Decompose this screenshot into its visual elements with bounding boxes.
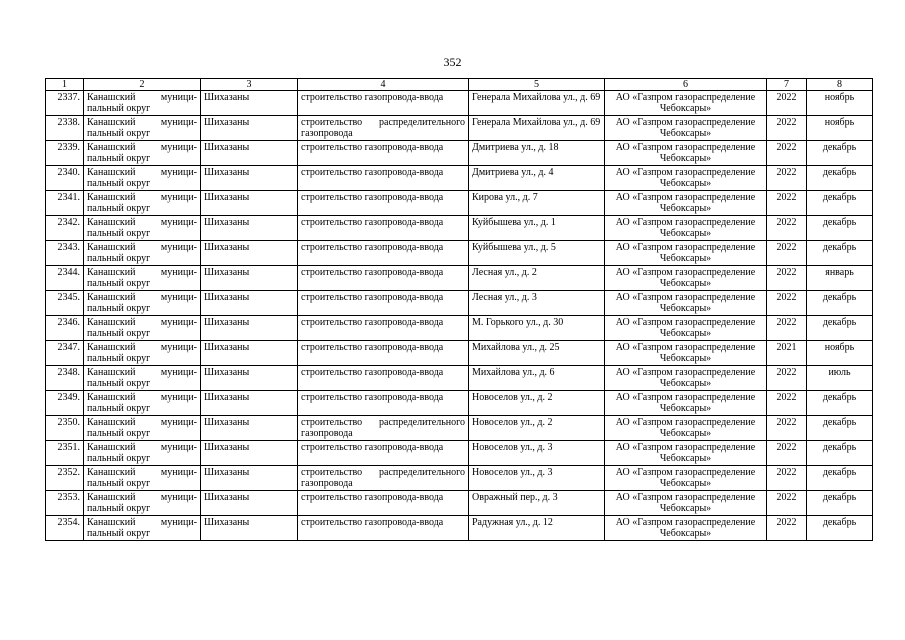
organization-cell: АО «Газпром газораспределение Чебоксары» — [605, 516, 767, 541]
district-cell: Канашский муници-пальный округ — [84, 366, 201, 391]
year-cell: 2022 — [767, 116, 807, 141]
address-cell: Михайлова ул., д. 6 — [469, 366, 605, 391]
year-cell: 2022 — [767, 516, 807, 541]
organization-cell: АО «Газпром газораспределение Чебоксары» — [605, 341, 767, 366]
settlement-cell: Шихазаны — [201, 341, 298, 366]
district-cell: Канашский муници-пальный округ — [84, 316, 201, 341]
table-row — [46, 366, 873, 391]
table-row — [46, 91, 873, 116]
row-number-cell: 2337. — [46, 91, 84, 116]
settlement-cell: Шихазаны — [201, 91, 298, 116]
settlement-cell: Шихазаны — [201, 166, 298, 191]
address-cell: Дмитриева ул., д. 18 — [469, 141, 605, 166]
settlement-cell: Шихазаны — [201, 416, 298, 441]
district-cell: Канашский муници-пальный округ — [84, 166, 201, 191]
work-type-cell: строительство газопровода-ввода — [298, 366, 469, 391]
row-number-cell: 2344. — [46, 266, 84, 291]
row-number-cell: 2354. — [46, 516, 84, 541]
address-cell: Новоселов ул., д. 2 — [469, 416, 605, 441]
table-row — [46, 316, 873, 341]
year-cell: 2022 — [767, 291, 807, 316]
address-cell: Куйбышева ул., д. 5 — [469, 241, 605, 266]
column-numbers-row — [46, 79, 873, 91]
organization-cell: АО «Газпром газораспределение Чебоксары» — [605, 241, 767, 266]
settlement-cell: Шихазаны — [201, 441, 298, 466]
district-cell: Канашский муници-пальный округ — [84, 216, 201, 241]
table-row — [46, 191, 873, 216]
month-cell: декабрь — [807, 166, 873, 191]
work-type-cell: строительство газопровода-ввода — [298, 391, 469, 416]
table-row — [46, 141, 873, 166]
organization-cell: АО «Газпром газораспределение Чебоксары» — [605, 416, 767, 441]
column-header: 5 — [469, 79, 605, 91]
table-row — [46, 266, 873, 291]
district-cell: Канашский муници-пальный округ — [84, 191, 201, 216]
row-number-cell: 2346. — [46, 316, 84, 341]
organization-cell: АО «Газпром газораспределение Чебоксары» — [605, 466, 767, 491]
table-row — [46, 441, 873, 466]
organization-cell: АО «Газпром газораспределение Чебоксары» — [605, 91, 767, 116]
district-cell: Канашский муници-пальный округ — [84, 391, 201, 416]
year-cell: 2022 — [767, 191, 807, 216]
month-cell: декабрь — [807, 441, 873, 466]
month-cell: ноябрь — [807, 341, 873, 366]
work-type-cell: строительство распределительного газопровода — [298, 416, 469, 441]
work-type-cell: строительство газопровода-ввода — [298, 516, 469, 541]
work-type-cell: строительство газопровода-ввода — [298, 491, 469, 516]
month-cell: декабрь — [807, 191, 873, 216]
work-type-cell: строительство газопровода-ввода — [298, 141, 469, 166]
month-cell: декабрь — [807, 416, 873, 441]
year-cell: 2022 — [767, 91, 807, 116]
column-header: 2 — [84, 79, 201, 91]
settlement-cell: Шихазаны — [201, 191, 298, 216]
column-header: 8 — [807, 79, 873, 91]
organization-cell: АО «Газпром газораспределение Чебоксары» — [605, 191, 767, 216]
month-cell: декабрь — [807, 216, 873, 241]
address-cell: Новоселов ул., д. 3 — [469, 466, 605, 491]
work-type-cell: строительство газопровода-ввода — [298, 91, 469, 116]
row-number-cell: 2350. — [46, 416, 84, 441]
column-header: 3 — [201, 79, 298, 91]
address-cell: М. Горького ул., д. 30 — [469, 316, 605, 341]
settlement-cell: Шихазаны — [201, 516, 298, 541]
work-type-cell: строительство распределительного газопровода — [298, 116, 469, 141]
month-cell: ноябрь — [807, 91, 873, 116]
district-cell: Канашский муници-пальный округ — [84, 491, 201, 516]
table-body — [46, 91, 873, 541]
gas-pipeline-table — [45, 78, 873, 541]
settlement-cell: Шихазаны — [201, 366, 298, 391]
row-number-cell: 2339. — [46, 141, 84, 166]
organization-cell: АО «Газпром газораспределение Чебоксары» — [605, 216, 767, 241]
work-type-cell: строительство газопровода-ввода — [298, 241, 469, 266]
district-cell: Канашский муници-пальный округ — [84, 116, 201, 141]
year-cell: 2022 — [767, 491, 807, 516]
organization-cell: АО «Газпром газораспределение Чебоксары» — [605, 441, 767, 466]
settlement-cell: Шихазаны — [201, 391, 298, 416]
table-row — [46, 241, 873, 266]
year-cell: 2022 — [767, 216, 807, 241]
settlement-cell: Шихазаны — [201, 116, 298, 141]
table-row — [46, 516, 873, 541]
year-cell: 2022 — [767, 416, 807, 441]
row-number-cell: 2352. — [46, 466, 84, 491]
district-cell: Канашский муници-пальный округ — [84, 91, 201, 116]
settlement-cell: Шихазаны — [201, 216, 298, 241]
table-row — [46, 416, 873, 441]
district-cell: Канашский муници-пальный округ — [84, 416, 201, 441]
year-cell: 2022 — [767, 391, 807, 416]
district-cell: Канашский муници-пальный округ — [84, 516, 201, 541]
year-cell: 2022 — [767, 316, 807, 341]
year-cell: 2022 — [767, 441, 807, 466]
district-cell: Канашский муници-пальный округ — [84, 341, 201, 366]
address-cell: Михайлова ул., д. 25 — [469, 341, 605, 366]
district-cell: Канашский муници-пальный округ — [84, 466, 201, 491]
settlement-cell: Шихазаны — [201, 141, 298, 166]
organization-cell: АО «Газпром газораспределение Чебоксары» — [605, 266, 767, 291]
table-row — [46, 491, 873, 516]
month-cell: декабрь — [807, 291, 873, 316]
month-cell: декабрь — [807, 491, 873, 516]
month-cell: декабрь — [807, 141, 873, 166]
table-row — [46, 291, 873, 316]
district-cell: Канашский муници-пальный округ — [84, 291, 201, 316]
year-cell: 2022 — [767, 166, 807, 191]
row-number-cell: 2342. — [46, 216, 84, 241]
column-header: 7 — [767, 79, 807, 91]
address-cell: Куйбышева ул., д. 1 — [469, 216, 605, 241]
settlement-cell: Шихазаны — [201, 241, 298, 266]
settlement-cell: Шихазаны — [201, 266, 298, 291]
address-cell: Лесная ул., д. 2 — [469, 266, 605, 291]
row-number-cell: 2348. — [46, 366, 84, 391]
table-row — [46, 466, 873, 491]
settlement-cell: Шихазаны — [201, 466, 298, 491]
work-type-cell: строительство газопровода-ввода — [298, 216, 469, 241]
row-number-cell: 2353. — [46, 491, 84, 516]
row-number-cell: 2349. — [46, 391, 84, 416]
year-cell: 2022 — [767, 141, 807, 166]
work-type-cell: строительство газопровода-ввода — [298, 266, 469, 291]
month-cell: июль — [807, 366, 873, 391]
work-type-cell: строительство распределительного газопровода — [298, 466, 469, 491]
month-cell: декабрь — [807, 316, 873, 341]
organization-cell: АО «Газпром газораспределение Чебоксары» — [605, 166, 767, 191]
page-number: 352 — [443, 55, 462, 69]
row-number-cell: 2347. — [46, 341, 84, 366]
column-header: 6 — [605, 79, 767, 91]
row-number-cell: 2341. — [46, 191, 84, 216]
column-header: 4 — [298, 79, 469, 91]
organization-cell: АО «Газпром газораспределение Чебоксары» — [605, 316, 767, 341]
month-cell: декабрь — [807, 466, 873, 491]
organization-cell: АО «Газпром газораспределение Чебоксары» — [605, 141, 767, 166]
address-cell: Новоселов ул., д. 3 — [469, 441, 605, 466]
district-cell: Канашский муници-пальный округ — [84, 141, 201, 166]
row-number-cell: 2351. — [46, 441, 84, 466]
work-type-cell: строительство газопровода-ввода — [298, 441, 469, 466]
year-cell: 2022 — [767, 241, 807, 266]
row-number-cell: 2343. — [46, 241, 84, 266]
month-cell: декабрь — [807, 241, 873, 266]
table-row — [46, 166, 873, 191]
settlement-cell: Шихазаны — [201, 491, 298, 516]
address-cell: Генерала Михайлова ул., д. 69 — [469, 116, 605, 141]
organization-cell: АО «Газпром газораспределение Чебоксары» — [605, 116, 767, 141]
address-cell: Кирова ул., д. 7 — [469, 191, 605, 216]
table-row — [46, 391, 873, 416]
address-cell: Новоселов ул., д. 2 — [469, 391, 605, 416]
month-cell: декабрь — [807, 516, 873, 541]
year-cell: 2021 — [767, 341, 807, 366]
address-cell: Генерала Михайлова ул., д. 69 — [469, 91, 605, 116]
settlement-cell: Шихазаны — [201, 316, 298, 341]
organization-cell: АО «Газпром газораспределение Чебоксары» — [605, 291, 767, 316]
work-type-cell: строительство газопровода-ввода — [298, 316, 469, 341]
district-cell: Канашский муници-пальный округ — [84, 441, 201, 466]
organization-cell: АО «Газпром газораспределение Чебоксары» — [605, 366, 767, 391]
year-cell: 2022 — [767, 466, 807, 491]
district-cell: Канашский муници-пальный округ — [84, 266, 201, 291]
month-cell: ноябрь — [807, 116, 873, 141]
organization-cell: АО «Газпром газораспределение Чебоксары» — [605, 391, 767, 416]
row-number-cell: 2340. — [46, 166, 84, 191]
row-number-cell: 2338. — [46, 116, 84, 141]
address-cell: Овражный пер., д. 3 — [469, 491, 605, 516]
work-type-cell: строительство газопровода-ввода — [298, 341, 469, 366]
settlement-cell: Шихазаны — [201, 291, 298, 316]
district-cell: Канашский муници-пальный округ — [84, 241, 201, 266]
work-type-cell: строительство газопровода-ввода — [298, 191, 469, 216]
column-header: 1 — [46, 79, 84, 91]
work-type-cell: строительство газопровода-ввода — [298, 291, 469, 316]
month-cell: январь — [807, 266, 873, 291]
work-type-cell: строительство газопровода-ввода — [298, 166, 469, 191]
table-row — [46, 216, 873, 241]
month-cell: декабрь — [807, 391, 873, 416]
address-cell: Дмитриева ул., д. 4 — [469, 166, 605, 191]
table-row — [46, 341, 873, 366]
address-cell: Лесная ул., д. 3 — [469, 291, 605, 316]
year-cell: 2022 — [767, 366, 807, 391]
year-cell: 2022 — [767, 266, 807, 291]
address-cell: Радужная ул., д. 12 — [469, 516, 605, 541]
table-row — [46, 116, 873, 141]
organization-cell: АО «Газпром газораспределение Чебоксары» — [605, 491, 767, 516]
row-number-cell: 2345. — [46, 291, 84, 316]
